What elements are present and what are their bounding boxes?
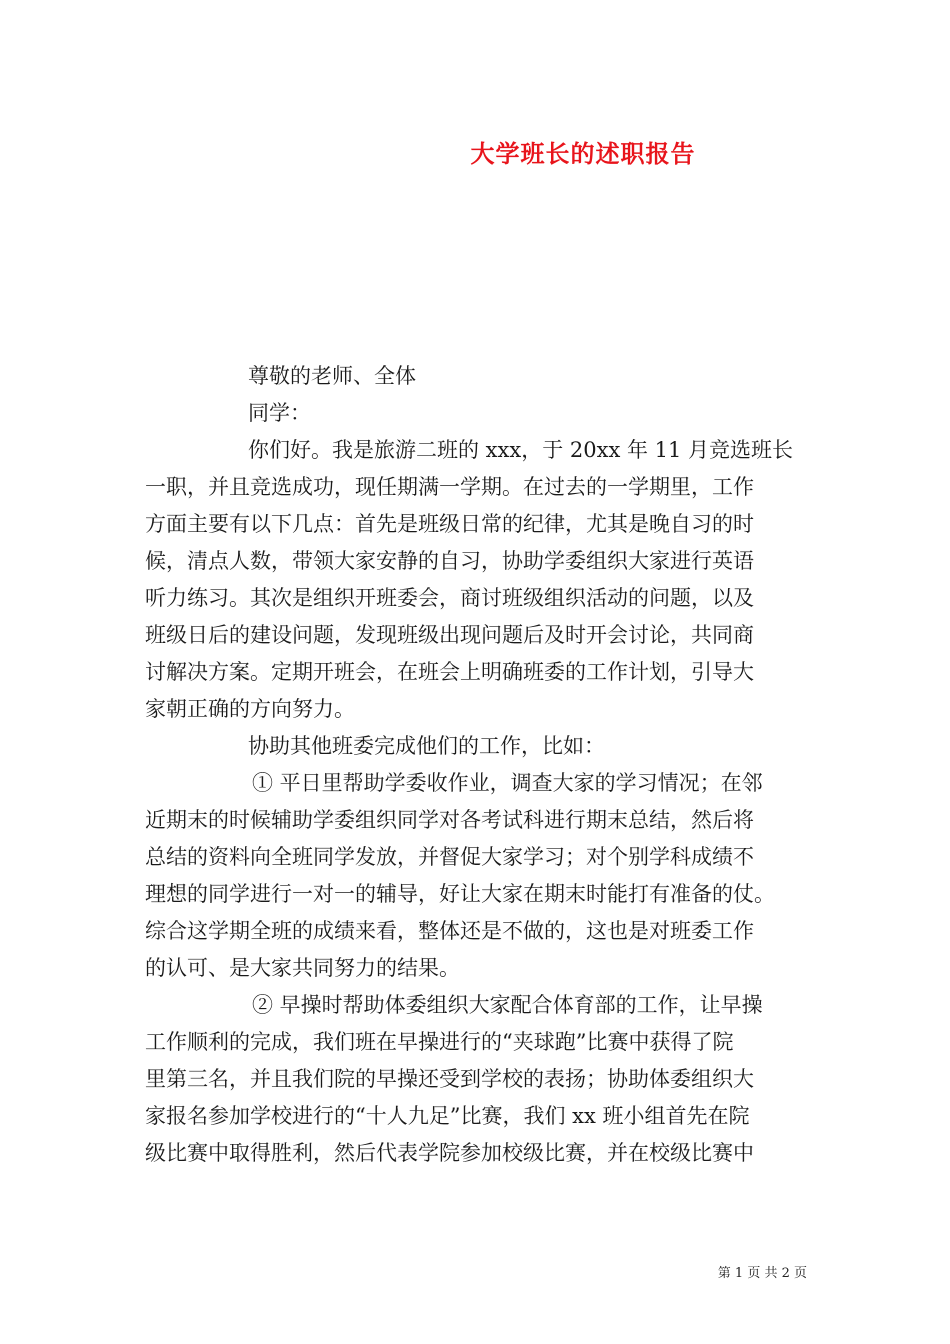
paragraph-line: 的认可、是大家共同努力的结果。 bbox=[145, 956, 460, 980]
paragraph-line: 讨解决方案。定期开班会，在班会上明确班委的工作计划，引导大 bbox=[145, 660, 754, 684]
paragraph-line: 综合这学期全班的成绩来看，整体还是不做的，这也是对班委工作 bbox=[145, 919, 754, 943]
paragraph-line: 一职，并且竞选成功，现任期满一学期。在过去的一学期里，工作 bbox=[145, 475, 754, 499]
paragraph-line: 家朝正确的方向努力。 bbox=[145, 697, 355, 721]
paragraph-line: 近期末的时候辅助学委组织同学对各考试科进行期末总结，然后将 bbox=[145, 808, 754, 832]
paragraph-line: 协助其他班委完成他们的工作，比如： bbox=[248, 734, 605, 758]
paragraph-line: 你们好。我是旅游二班的 xxx，于 20xx 年 11 月竞选班长 bbox=[248, 438, 794, 462]
paragraph-line: 方面主要有以下几点：首先是班级日常的纪律，尤其是晚自习的时 bbox=[145, 512, 754, 536]
salutation-line: 尊敬的老师、全体 bbox=[248, 364, 416, 388]
paragraph-line: ② 早操时帮助体委组织大家配合体育部的工作，让早操 bbox=[252, 993, 763, 1017]
paragraph-line: 里第三名，并且我们院的早操还受到学校的表扬；协助体委组织大 bbox=[145, 1067, 754, 1091]
paragraph-line: 听力练习。其次是组织开班委会，商讨班级组织活动的问题，以及 bbox=[145, 586, 754, 610]
document-body bbox=[145, 358, 807, 1172]
paragraph-line: 工作顺利的完成，我们班在早操进行的“夹球跑”比赛中获得了院 bbox=[145, 1030, 734, 1054]
paragraph-line: 级比赛中取得胜利，然后代表学院参加校级比赛，并在校级比赛中 bbox=[145, 1141, 754, 1165]
paragraph-line: 班级日后的建设问题，发现班级出现问题后及时开会讨论，共同商 bbox=[145, 623, 754, 647]
paragraph-line: ① 平日里帮助学委收作业，调查大家的学习情况；在邻 bbox=[252, 771, 763, 795]
paragraph-line: 候，清点人数，带领大家安静的自习，协助学委组织大家进行英语 bbox=[145, 549, 754, 573]
page-number: 第 1 页 共 2 页 bbox=[717, 1266, 807, 1281]
paragraph-line: 家报名参加学校进行的“十人九足”比赛，我们 xx 班小组首先在院 bbox=[145, 1104, 750, 1128]
document-title: 大学班长的述职报告 bbox=[470, 139, 696, 168]
paragraph-line: 总结的资料向全班同学发放，并督促大家学习；对个别学科成绩不 bbox=[145, 845, 754, 869]
salutation-line: 同学： bbox=[248, 401, 311, 425]
paragraph-line: 理想的同学进行一对一的辅导，好让大家在期末时能打有准备的仗。 bbox=[145, 882, 775, 906]
